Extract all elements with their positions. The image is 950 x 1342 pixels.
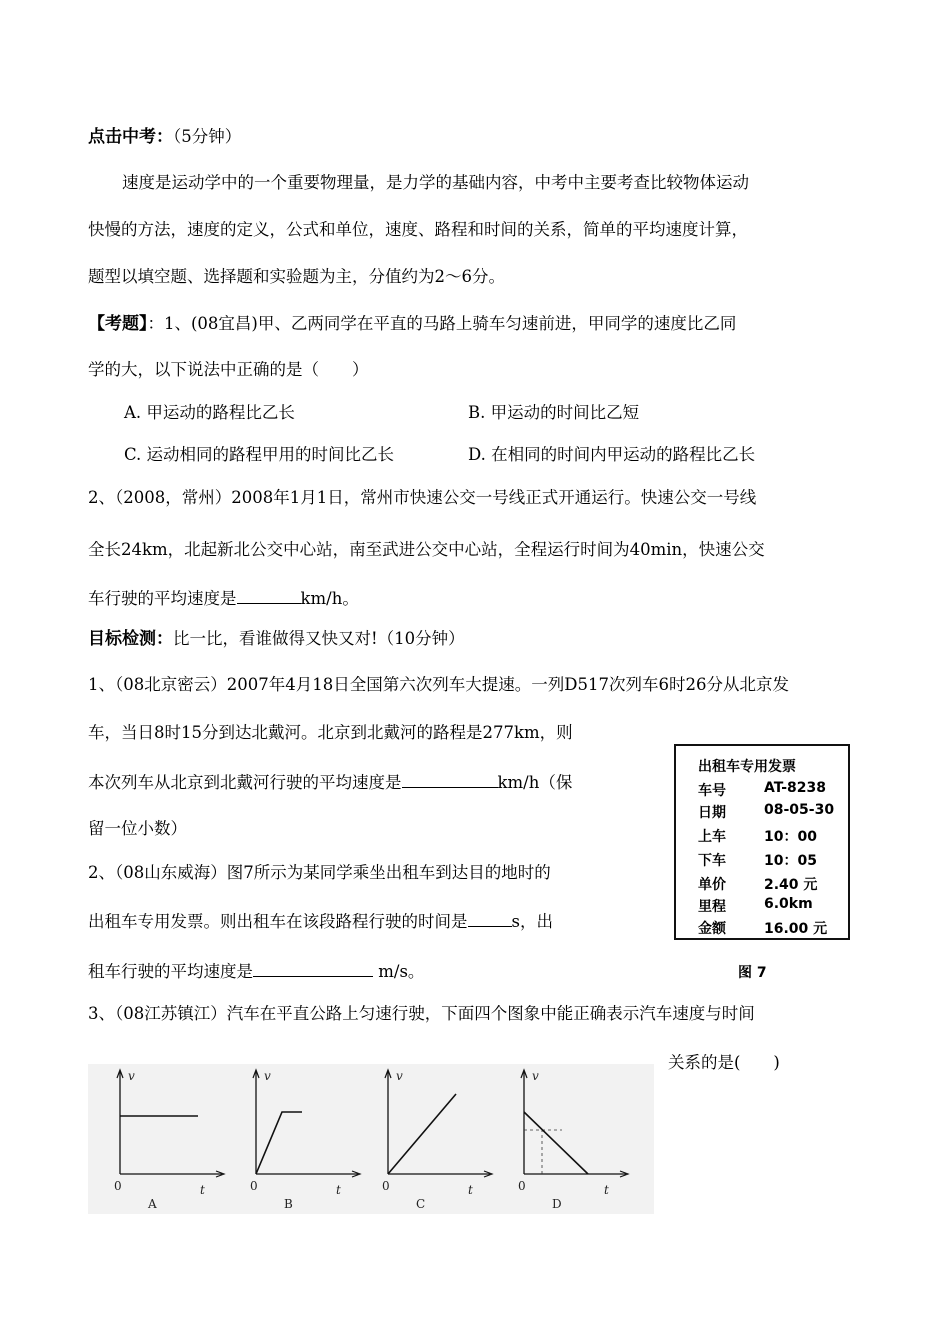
mubiao-q1-line2: 车，当日8时15分到达北戴河。北京到北戴河的路程是277km，则 <box>88 723 573 742</box>
mubiao-q1-line1: 1、（08北京密云）2007年4月18日全国第六次列车大提速。一列D517次列车6时26分从北京发 <box>88 675 789 694</box>
kaoti-tag: 【考题】 <box>88 314 148 334</box>
kaoti-q1-text: ：1、(08宜昌)甲、乙两同学在平直的马路上骑车匀速前进，甲同学的速度比乙同 <box>147 314 737 333</box>
answer-blank[interactable] <box>237 587 301 604</box>
vt-curve <box>388 1094 456 1174</box>
mubiao-q1-line4: 留一位小数） <box>88 819 187 838</box>
section-heading-mubiao <box>88 628 465 650</box>
x-axis-label: t <box>604 1183 609 1197</box>
option-c: C. 运动相同的路程甲用的时间比乙长 <box>124 445 395 464</box>
q2-text: 车行驶的平均速度是 <box>88 589 237 608</box>
mubiao-q2-line1: 2、（08山东威海）图7所示为某同学乘坐出租车到达目的地时的 <box>88 863 551 882</box>
vt-curve <box>256 1112 302 1174</box>
mubiao-q2-line2 <box>88 910 553 933</box>
origin-label: 0 <box>518 1179 526 1193</box>
receipt-value: 2.40 元 <box>764 877 818 893</box>
y-axis-label: v <box>128 1069 135 1083</box>
taxi-receipt <box>674 744 850 940</box>
option-a: A. 甲运动的路程比乙长 <box>124 403 295 422</box>
answer-blank[interactable] <box>402 771 498 788</box>
receipt-value: 10：00 <box>764 829 817 845</box>
q2-text: 出租车专用发票。则出租车在该段路程行驶的时间是 <box>88 912 468 931</box>
intro-line-2: 快慢的方法，速度的定义，公式和单位，速度、路程和时间的关系，简单的平均速度计算， <box>88 220 748 239</box>
kaoti-q2-line1: 2、（2008，常州）2008年1月1日，常州市快速公交一号线正式开通运行。快速公交一号线 <box>88 488 757 507</box>
q1-unit: km/h（保 <box>497 773 573 792</box>
option-d: D. 在相同的时间内甲运动的路程比乙长 <box>468 445 756 464</box>
receipt-key: 日期 <box>698 805 726 821</box>
mubiao-heading: 目标检测： <box>88 629 173 649</box>
x-axis-label: t <box>336 1183 341 1197</box>
intro-line-1: 速度是运动学中的一个重要物理量，是力学的基础内容，中考中主要考查比较物体运动 <box>122 173 749 192</box>
mubiao-q2-line3 <box>88 960 424 983</box>
kaoti-q1-line1 <box>88 313 736 335</box>
origin-label: 0 <box>114 1179 122 1193</box>
vt-graphs <box>88 1064 654 1214</box>
kaoti-q2-line3 <box>88 587 359 610</box>
y-axis-label: v <box>396 1069 403 1083</box>
mubiao-heading-rest: 比一比，看谁做得又快又对!（10分钟） <box>173 629 465 648</box>
option-b: B. 甲运动的时间比乙短 <box>468 403 640 422</box>
origin-label: 0 <box>250 1179 258 1193</box>
receipt-key: 下车 <box>698 853 726 869</box>
heading-time: （5分钟） <box>173 127 242 146</box>
receipt-key: 车号 <box>698 783 726 799</box>
panel-letter: D <box>552 1197 562 1211</box>
y-axis-label: v <box>532 1069 539 1083</box>
q1-text: 本次列车从北京到北戴河行驶的平均速度是 <box>88 773 402 792</box>
intro-line-3: 题型以填空题、选择题和实验题为主，分值约为2～6分。 <box>88 267 505 286</box>
q2-unit: km/h。 <box>300 589 359 608</box>
q2-unit-b: m/s。 <box>373 962 425 981</box>
answer-blank[interactable] <box>253 960 373 977</box>
mubiao-q3-line2: 关系的是( ) <box>668 1053 780 1072</box>
panel-letter: A <box>148 1197 157 1211</box>
x-axis-label: t <box>468 1183 473 1197</box>
x-axis-label: t <box>200 1183 205 1197</box>
kaoti-q2-line2: 全长24km，北起新北公交中心站，南至武进公交中心站，全程运行时间为40min，快速公交 <box>88 540 765 559</box>
receipt-key: 单价 <box>698 877 726 893</box>
receipt-value: 6.0km <box>764 896 813 912</box>
panel-letter: B <box>284 1197 293 1211</box>
origin-label: 0 <box>382 1179 390 1193</box>
section-heading-dianji <box>88 126 241 148</box>
receipt-value: 08-05-30 <box>764 802 835 818</box>
receipt-key: 金额 <box>698 921 726 937</box>
answer-blank[interactable] <box>468 910 512 927</box>
receipt-value: AT-8238 <box>764 780 827 796</box>
q2-unit: s，出 <box>511 912 553 931</box>
q2-text-b: 租车行驶的平均速度是 <box>88 962 253 981</box>
mubiao-q1-line3 <box>88 771 572 794</box>
receipt-value: 10：05 <box>764 853 817 869</box>
figure-caption: 图 7 <box>738 965 767 981</box>
receipt-key: 上车 <box>698 829 726 845</box>
kaoti-q1-line2: 学的大，以下说法中正确的是（ ） <box>88 360 369 379</box>
y-axis-label: v <box>264 1069 271 1083</box>
mubiao-q3-line1: 3、（08江苏镇江）汽车在平直公路上匀速行驶，下面四个图象中能正确表示汽车速度与时间 <box>88 1004 755 1023</box>
heading-text: 点击中考： <box>88 127 173 147</box>
panel-letter: C <box>416 1197 426 1211</box>
vt-curve <box>524 1112 588 1174</box>
receipt-key: 里程 <box>698 899 726 915</box>
vt-graphs-svg <box>88 1064 654 1214</box>
receipt-title: 出租车专用发票 <box>698 759 796 775</box>
receipt-value: 16.00 元 <box>764 921 828 937</box>
